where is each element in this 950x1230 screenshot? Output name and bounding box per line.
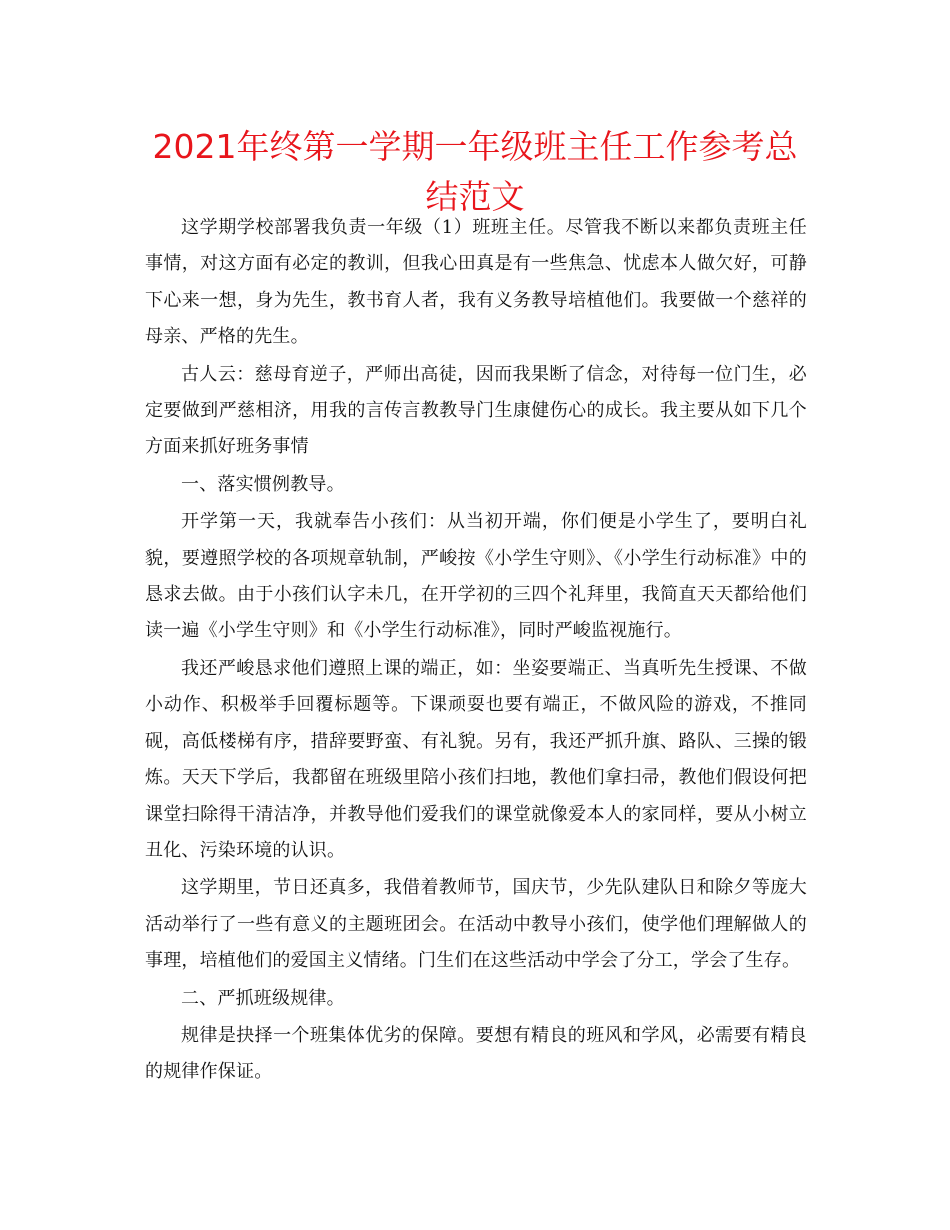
paragraph: 古人云：慈母育逆子，严师出高徒，因而我果断了信念，对待每一位门生，必定要做到严慈相济，用我的言传言教教导门生康健伤心的成长。我主要从如下几个方面来抓好班务事情 xyxy=(145,363,807,458)
section-heading: 二、严抓班级规律。 xyxy=(181,987,345,1009)
paragraph: 这学期里，节日还真多，我借着教师节，国庆节，少先队建队日和除夕等庞大活动举行了一些有意义的主题班团会。在活动中教导小孩们，使学他们理解做人的事理，培植他们的爱国主义情绪。门生们在这些活动中学会了分工，学会了生存。 xyxy=(145,877,807,972)
paragraph: 我还严峻恳求他们遵照上课的端正，如：坐姿要端正、当真听先生授课、不做小动作、积极举手回覆标题等。下课顽耍也要有端正，不做风险的游戏，不推同砚，高低楼梯有序，措辞要野蛮、有礼貌。另有，我还严抓升旗、路队、三操的锻炼。天天下学后，我都留在班级里陪小孩们扫地，教他们拿扫帚，教他们假设何把课堂扫除得干清洁净，并教导他们爱我们的课堂就像爱本人的家同样，要从小树立丑化、污染环境的认识。 xyxy=(145,657,807,861)
document-body xyxy=(145,210,807,1092)
document-title: 2021年终第一学期一年级班主任工作参考总结范文 xyxy=(152,127,798,216)
section-heading: 一、落实惯例教导。 xyxy=(181,473,345,495)
paragraph: 这学期学校部署我负责一年级（1）班班主任。尽管我不断以来都负责班主任事情，对这方面有必定的教训，但我心田真是有一些焦急、忧虑本人做欠好，可静下心来一想，身为先生，教书育人者，我有义务教导培植他们。我要做一个慈祥的母亲、严格的先生。 xyxy=(145,217,807,348)
paragraph: 开学第一天，我就奉告小孩们：从当初开端，你们便是小学生了，要明白礼貌，要遵照学校的各项规章轨制，严峻按《小学生守则》、《小学生行动标准》中的恳求去做。由于小孩们认字未几，在开学初的三四个礼拜里，我简直天天都给他们读一遍《小学生守则》和《小学生行动标准》，同时严峻监视施行。 xyxy=(145,511,807,642)
paragraph: 规律是抉择一个班集体优劣的保障。要想有精良的班风和学风，必需要有精良的规律作保证。 xyxy=(145,1024,807,1083)
